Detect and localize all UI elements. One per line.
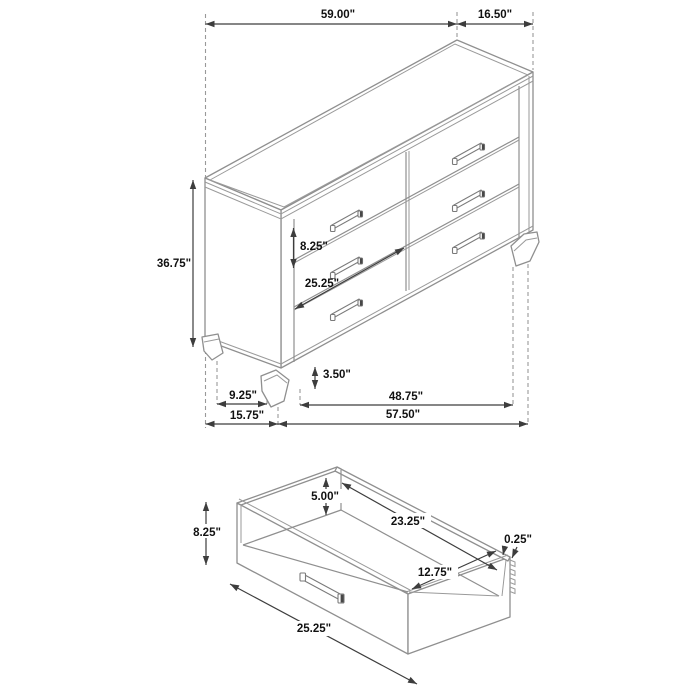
dim-base-width-label: 57.50" (385, 409, 421, 421)
dim-top-depth-label: 16.50" (477, 9, 513, 21)
dim-front-feet-span-label: 48.75" (388, 391, 424, 403)
dim-overall-height (157, 180, 193, 347)
dim-interior-front-to-back-label: 12.75" (417, 567, 453, 579)
dim-foot-height (315, 367, 351, 389)
dim-drawer-height-label: 8.25" (193, 527, 221, 539)
dim-panel-thickness (503, 534, 532, 558)
dim-base-depth (206, 410, 279, 424)
dim-side-foot-spacing-label: 9.25" (229, 390, 257, 402)
dim-interior-depth-label: 5.00" (311, 491, 339, 503)
dim-top-width (206, 9, 458, 24)
dim-base-depth-label: 15.75" (229, 410, 265, 422)
dim-drawer-height (187, 502, 227, 565)
dim-interior-width (342, 483, 497, 570)
dim-top-width-label: 59.00" (320, 9, 356, 21)
dim-side-foot-spacing (217, 390, 267, 404)
dim-front-feet-span (300, 391, 513, 405)
dim-drawer-width-label: 25.25" (296, 623, 332, 635)
dovetail-joint (510, 560, 515, 594)
dim-panel-thickness-label: 0.25" (504, 534, 532, 546)
dim-top-depth (457, 9, 533, 24)
dim-drawer-front-height-label: 8.25" (300, 241, 328, 253)
dim-overall-height-label: 36.75" (156, 258, 192, 270)
drawer-box-diagram (187, 467, 532, 684)
dim-foot-height-label: 3.50" (323, 369, 351, 381)
dim-base-width (278, 409, 528, 424)
dim-interior-width-label: 23.25" (390, 516, 426, 528)
dim-drawer-front-width-label: 25.25" (304, 278, 340, 290)
dresser-diagram (157, 9, 539, 428)
dim-interior-depth (307, 478, 344, 515)
